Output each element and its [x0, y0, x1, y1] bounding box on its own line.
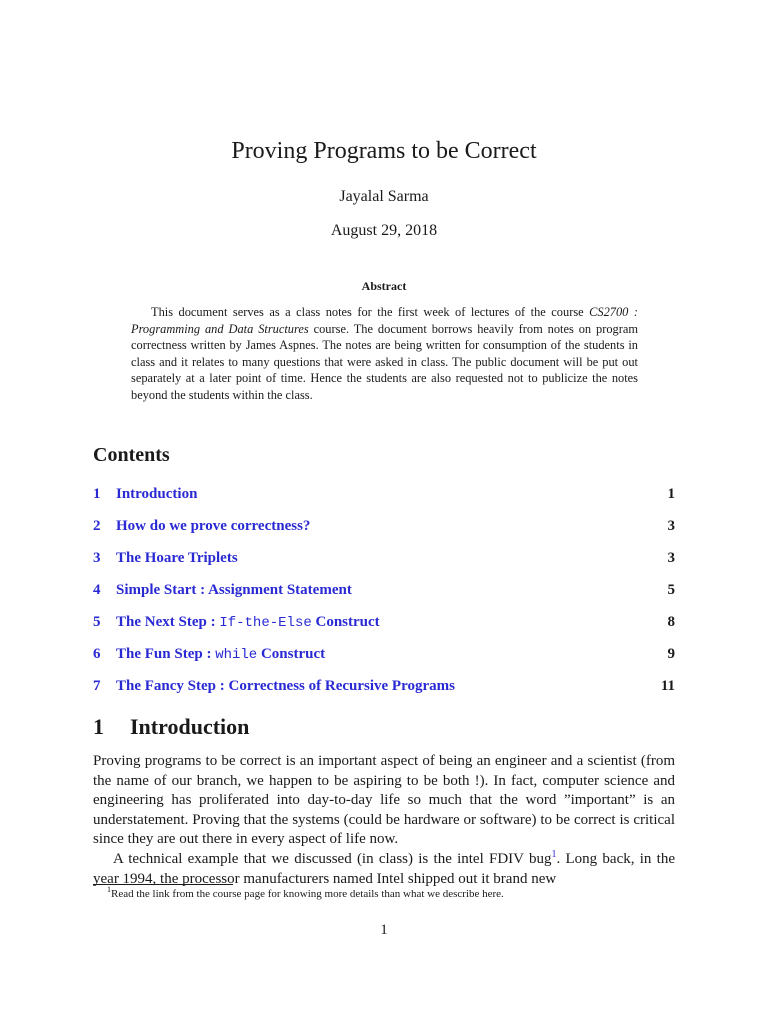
- footnote-reference-link[interactable]: 1: [551, 848, 557, 860]
- paper-date: August 29, 2018: [330, 222, 438, 239]
- table-of-contents: [93, 478, 675, 702]
- toc-entry-number: 6: [93, 645, 101, 662]
- toc-entry-page: 3: [667, 549, 675, 566]
- toc-title-code: If-the-Else: [219, 614, 312, 631]
- toc-entry-title: [116, 646, 645, 663]
- toc-entry-title: [116, 550, 645, 567]
- toc-entry-number: 5: [93, 613, 101, 630]
- toc-entry-title: [116, 518, 645, 535]
- toc-entry-if-then-else[interactable]: [93, 606, 675, 638]
- toc-entry-page: 1: [667, 485, 675, 502]
- footnote-text: Read the link from the course page for knowing more details than what we describe here.: [111, 888, 504, 900]
- toc-entry-page: 11: [660, 677, 675, 694]
- toc-title-text: How do we prove correctness?: [116, 517, 311, 534]
- paragraph-text: A technical example that we discussed (in class) is the intel FDIV bug: [113, 850, 552, 867]
- toc-entry-number: 7: [93, 677, 101, 694]
- toc-entry-page: 3: [667, 517, 675, 534]
- paper-author: Jayalal Sarma: [339, 188, 429, 205]
- toc-title-text: The Fancy Step : Correctness of Recursive Programs: [116, 677, 455, 694]
- toc-entry-page: 9: [667, 645, 675, 662]
- abstract-course-name: CS2700 : Programming and Data Structures: [131, 305, 639, 336]
- toc-entry-hoare-triplets[interactable]: [93, 542, 675, 574]
- toc-entry-number: 1: [93, 485, 101, 502]
- paper-title: Proving Programs to be Correct: [231, 138, 537, 164]
- toc-title-code: while: [215, 646, 258, 663]
- toc-title-text: The Next Step :: [116, 613, 220, 630]
- footnote-divider: [93, 884, 233, 885]
- toc-title-text: Simple Start : Assignment Statement: [116, 581, 352, 598]
- toc-entry-title: [116, 582, 645, 599]
- footnote-mark: 1: [107, 885, 111, 895]
- toc-title-text: Construct: [257, 645, 326, 662]
- toc-title-text: The Fun Step :: [116, 645, 216, 662]
- paragraph-text: . Long back, in the year 1994, the processor manufacturers named Intel shipped out it brand new: [93, 850, 675, 887]
- toc-entry-page: 5: [667, 581, 675, 598]
- contents-heading: Contents: [93, 444, 170, 466]
- toc-entry-page: 8: [667, 613, 675, 630]
- footnote: [93, 887, 675, 901]
- toc-title-text: Construct: [311, 613, 380, 630]
- section-body: [93, 752, 675, 889]
- toc-entry-number: 4: [93, 581, 101, 598]
- toc-entry-number: 2: [93, 517, 101, 534]
- section-number: 1: [93, 714, 104, 739]
- toc-entry-assignment-statement[interactable]: [93, 574, 675, 606]
- section-title: Introduction: [130, 714, 250, 739]
- abstract-text-end: course. The document borrows heavily from notes on program correctness written by James Aspnes. The notes are being written for consumption of the students in class and it relates to many questions that were asked in class. The public document will be put out separately at a later point of time. Hence the students are also requested not to publicize the notes beyond the students within the class.: [131, 321, 638, 402]
- toc-title-text: Introduction: [116, 485, 198, 502]
- paragraph: Proving programs to be correct is an important aspect of being an engineer and a scientist (from the name of our branch, we happen to be aspiring to be both !). In fact, computer science and engineering has proliferated into day-to-day life so much that the word ”important” is an understatement. Proving that the systems (could be hardware or software) to be correct is critical since they are out there in every aspect of life now.: [93, 753, 675, 848]
- toc-entry-prove-correctness[interactable]: [93, 510, 675, 542]
- toc-entry-title: [116, 486, 645, 503]
- toc-entry-introduction[interactable]: [93, 478, 675, 510]
- toc-title-text: The Hoare Triplets: [116, 549, 238, 566]
- toc-entry-title: [116, 614, 645, 631]
- abstract-heading: Abstract: [361, 279, 407, 293]
- toc-entry-while-construct[interactable]: [93, 638, 675, 670]
- section-heading-introduction: [93, 714, 249, 740]
- page-number: 1: [380, 922, 388, 938]
- abstract-text-start: This document serves as a class notes for the first week of lectures of the course: [151, 305, 590, 319]
- toc-entry-recursive-programs[interactable]: [93, 670, 675, 702]
- abstract-body: [131, 304, 638, 403]
- toc-entry-number: 3: [93, 549, 101, 566]
- toc-entry-title: [116, 678, 645, 695]
